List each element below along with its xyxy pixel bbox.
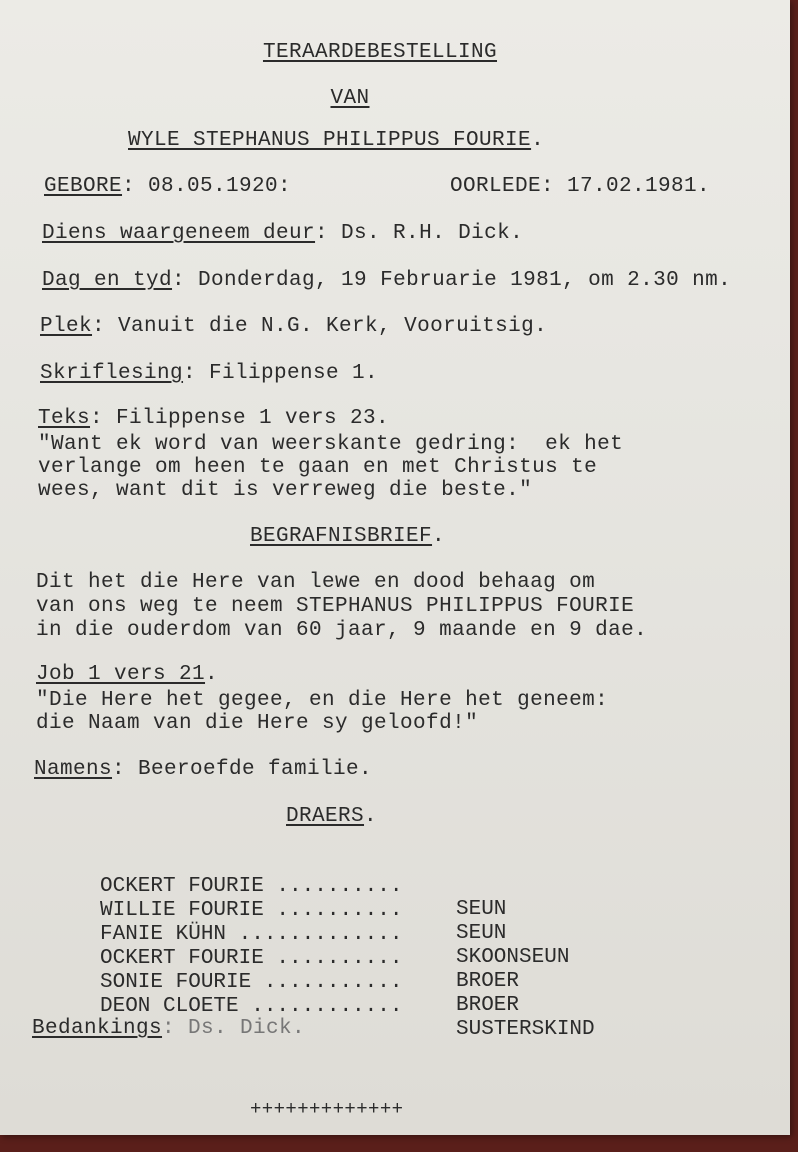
- job-line: Job 1 vers 21.: [36, 663, 219, 686]
- reading-value: : Filippense 1.: [183, 362, 379, 385]
- bearers-heading-line: DRAERS.: [286, 805, 378, 828]
- born-label: GEBORE: [44, 175, 123, 198]
- text-quote-line-2: verlange om heen te gaan en met Christus te: [38, 456, 598, 479]
- behalf-value: : Beeroefde familie.: [112, 758, 373, 781]
- service-label: Diens waargeneem deur: [42, 222, 316, 245]
- bearer-name: SONIE FOURIE ...........: [100, 971, 403, 994]
- job-quote-line-2: die Naam van die Here sy geloofd!": [36, 712, 479, 735]
- bearer-name: WILLIE FOURIE ..........: [100, 899, 403, 922]
- died-value: : 17.02.1981.: [541, 175, 711, 198]
- reading-line: [40, 363, 378, 385]
- title-line-2: VAN: [330, 87, 370, 110]
- born-value: : 08.05.1920:: [122, 175, 292, 198]
- job-label: Job 1 vers 21: [36, 663, 206, 686]
- letter-line-2: van ons weg te neem STEPHANUS PHILIPPUS FOURIE: [36, 595, 635, 618]
- text-value: : Filippense 1 vers 23.: [90, 407, 390, 430]
- died-label: OORLEDE: [450, 175, 542, 198]
- job-quote-line-1: "Die Here het gegee, en die Here het geneem:: [36, 689, 609, 712]
- reading-label: Skriflesing: [40, 362, 184, 385]
- place-line: [40, 316, 547, 338]
- datetime-value: : Donderdag, 19 Februarie 1981, om 2.30 nm.: [172, 269, 732, 292]
- text-label: Teks: [38, 407, 91, 430]
- place-label: Plek: [40, 315, 93, 338]
- service-line: [42, 223, 523, 245]
- bearer-relation: BROER: [456, 970, 520, 993]
- deceased-name: WYLE STEPHANUS PHILIPPUS FOURIE: [128, 129, 532, 152]
- letter-line-3: in die ouderdom van 60 jaar, 9 maande en 9 dae.: [36, 619, 648, 642]
- thanks-line: [32, 1018, 305, 1040]
- service-value: : Ds. R.H. Dick.: [315, 222, 524, 245]
- text-quote-line-3: wees, want dit is verreweg die beste.": [38, 479, 533, 502]
- text-line: [38, 408, 389, 430]
- bearer-name: OCKERT FOURIE ..........: [100, 875, 403, 898]
- behalf-line: [34, 759, 372, 781]
- born-line: [44, 176, 291, 198]
- bearer-relation: BROER: [456, 994, 520, 1017]
- letter-heading-line: BEGRAFNISBRIEF.: [250, 525, 446, 548]
- bearer-relation: SEUN: [456, 898, 507, 921]
- datetime-label: Dag en tyd: [42, 269, 173, 292]
- bearer-relation: SEUN: [456, 922, 507, 945]
- bearer-relation: SUSTERSKIND: [456, 1018, 595, 1041]
- bearers-heading: DRAERS: [286, 805, 365, 828]
- bearer-relation: SKOONSEUN: [456, 946, 570, 969]
- behalf-label: Namens: [34, 758, 113, 781]
- datetime-line: [42, 270, 731, 292]
- died-line: [450, 176, 710, 198]
- closing-mark: +++++++++++++: [250, 1098, 404, 1120]
- title-line-3: WYLE STEPHANUS PHILIPPUS FOURIE.: [128, 129, 545, 152]
- thanks-value: : Ds. Dick.: [162, 1017, 306, 1040]
- text-quote-line-1: "Want ek word van weerskante gedring: ek het: [38, 433, 624, 456]
- place-value: : Vanuit die N.G. Kerk, Vooruitsig.: [92, 315, 548, 338]
- bearer-name: OCKERT FOURIE ..........: [100, 947, 403, 970]
- thanks-label: Bedankings: [32, 1017, 163, 1040]
- title-line-1: TERAARDEBESTELLING: [262, 41, 498, 64]
- bearer-name: DEON CLOETE ............: [100, 995, 403, 1018]
- bearer-name: FANIE KÜHN .............: [100, 923, 403, 946]
- letter-line-1: Dit het die Here van lewe en dood behaag om: [36, 571, 596, 594]
- letter-heading: BEGRAFNISBRIEF: [250, 525, 433, 548]
